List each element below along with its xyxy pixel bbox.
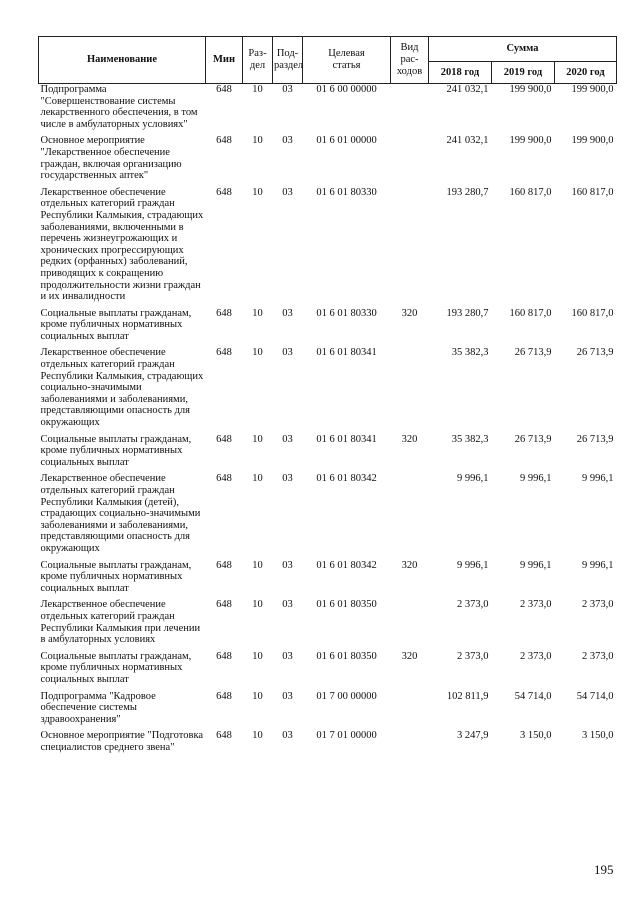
table-row	[39, 730, 617, 758]
row-vid	[391, 135, 429, 186]
row-name: Социальные выплаты гражданам, кроме публичных нормативных социальных выплат	[40, 307, 192, 342]
row-vid	[391, 347, 429, 433]
row-target: 01 6 00 00000	[316, 84, 377, 95]
row-target: 01 6 01 80350	[316, 650, 377, 662]
row-sum-2020: 26 713,9	[576, 347, 614, 359]
header-target: Целевая статья	[303, 37, 391, 84]
row-min: 648	[216, 135, 232, 147]
header-2019: 2019 год	[492, 62, 555, 84]
row-target: 01 7 01 00000	[316, 730, 377, 742]
row-vid: 320	[401, 433, 418, 445]
table-row	[39, 135, 617, 186]
row-podrazdel: 03	[282, 599, 293, 611]
row-razdel: 10	[252, 559, 263, 571]
table-row	[39, 347, 617, 433]
row-min: 648	[216, 730, 232, 742]
row-vid	[391, 599, 429, 650]
row-razdel: 10	[252, 84, 263, 95]
table-body	[39, 84, 617, 759]
row-name: Лекарственное обеспечение отдельных категорий граждан Республики Калмыкия при лечении в амбулаторных условиях	[40, 599, 201, 646]
row-razdel: 10	[252, 650, 263, 662]
table-row	[39, 84, 617, 136]
row-target: 01 6 01 80342	[316, 559, 377, 571]
row-podrazdel: 03	[282, 559, 293, 571]
table-row	[39, 560, 617, 600]
table-row	[39, 308, 617, 348]
row-vid	[391, 84, 429, 136]
row-sum-2020: 2 373,0	[582, 650, 614, 662]
row-target: 01 6 01 80341	[316, 347, 377, 359]
row-name: Социальные выплаты гражданам, кроме публичных нормативных социальных выплат	[40, 650, 192, 685]
row-sum-2020: 54 714,0	[576, 690, 614, 702]
header-podrazdel: Под- раздел	[273, 37, 303, 84]
row-sum-2019: 199 900,0	[509, 135, 552, 147]
header-2020: 2020 год	[555, 62, 617, 84]
row-vid	[391, 473, 429, 559]
row-name: Основное мероприятие "Подготовка специалистов среднего звена"	[40, 730, 204, 753]
row-sum-2019: 9 996,1	[520, 559, 552, 571]
row-sum-2020: 3 150,0	[582, 730, 614, 742]
row-target: 01 6 01 80330	[316, 186, 377, 198]
row-sum-2018: 3 247,9	[457, 730, 489, 742]
row-razdel: 10	[252, 473, 263, 485]
header-name: Наименование	[39, 37, 206, 84]
row-sum-2020: 2 373,0	[582, 599, 614, 611]
row-podrazdel: 03	[282, 650, 293, 662]
header-sum: Сумма	[429, 37, 617, 62]
table-row	[39, 599, 617, 650]
row-razdel: 10	[252, 347, 263, 359]
row-sum-2020: 9 996,1	[582, 473, 614, 485]
header-vid: Вид рас- ходов	[391, 37, 429, 84]
row-podrazdel: 03	[282, 433, 293, 445]
row-vid: 320	[401, 559, 418, 571]
row-name: Социальные выплаты гражданам, кроме публичных нормативных социальных выплат	[40, 433, 192, 468]
budget-table	[38, 36, 617, 758]
row-min: 648	[216, 433, 232, 445]
table-row	[39, 651, 617, 691]
row-sum-2019: 2 373,0	[520, 599, 552, 611]
row-sum-2020: 199 900,0	[571, 84, 614, 95]
row-razdel: 10	[252, 186, 263, 198]
row-name: Подпрограмма "Кадровое обеспечение системы здравоохранения"	[40, 690, 156, 725]
row-target: 01 6 01 80341	[316, 433, 377, 445]
row-razdel: 10	[252, 690, 263, 702]
page-number: 195	[594, 862, 614, 877]
row-podrazdel: 03	[282, 347, 293, 359]
row-min: 648	[216, 473, 232, 485]
row-sum-2020: 9 996,1	[582, 559, 614, 571]
header-2018: 2018 год	[429, 62, 492, 84]
row-vid	[391, 730, 429, 758]
row-name: Лекарственное обеспечение отдельных категорий граждан Республики Калмыкия, страдающих заболеваниями, включенными в перечень жизнеугрожающих и хронических прогрессирующих редких (орфанных) заболеваний, приводящих к сокращению продолжительности жизни граждан и их инвалидности	[40, 186, 204, 303]
row-sum-2019: 54 714,0	[514, 690, 552, 702]
row-podrazdel: 03	[282, 730, 293, 742]
row-name: Лекарственное обеспечение отдельных категорий граждан Республики Калмыкия (детей), страдающих социально-значимыми заболеваниями и заболеваниями, представляющими опасность для окружающих	[40, 473, 201, 554]
row-sum-2020: 160 817,0	[571, 186, 614, 198]
row-min: 648	[216, 347, 232, 359]
row-name: Подпрограмма "Совершенствование системы лекарственного обеспечения, в том числе в амбулаторных условиях"	[40, 84, 198, 130]
row-min: 648	[216, 307, 232, 319]
row-min: 648	[216, 650, 232, 662]
row-vid: 320	[401, 307, 418, 319]
row-target: 01 6 01 80350	[316, 599, 377, 611]
header-razdel: Раз- дел	[243, 37, 273, 84]
row-razdel: 10	[252, 433, 263, 445]
row-sum-2020: 160 817,0	[571, 307, 614, 319]
row-sum-2019: 199 900,0	[509, 84, 552, 95]
row-min: 648	[216, 186, 232, 198]
row-target: 01 6 01 80330	[316, 307, 377, 319]
row-target: 01 6 01 80342	[316, 473, 377, 485]
table-row	[39, 691, 617, 731]
row-podrazdel: 03	[282, 690, 293, 702]
row-sum-2019: 160 817,0	[509, 186, 552, 198]
row-sum-2019: 160 817,0	[509, 307, 552, 319]
row-razdel: 10	[252, 599, 263, 611]
row-min: 648	[216, 599, 232, 611]
row-sum-2018: 2 373,0	[457, 650, 489, 662]
row-sum-2018: 241 032,1	[446, 135, 489, 147]
table-row	[39, 473, 617, 559]
row-sum-2018: 2 373,0	[457, 599, 489, 611]
row-sum-2019: 26 713,9	[514, 347, 552, 359]
row-vid	[391, 187, 429, 308]
row-podrazdel: 03	[282, 473, 293, 485]
row-podrazdel: 03	[282, 135, 293, 147]
row-razdel: 10	[252, 135, 263, 147]
row-min: 648	[216, 559, 232, 571]
row-vid: 320	[401, 650, 418, 662]
row-sum-2018: 241 032,1	[446, 84, 489, 95]
row-razdel: 10	[252, 307, 263, 319]
row-podrazdel: 03	[282, 186, 293, 198]
row-name: Социальные выплаты гражданам, кроме публичных нормативных социальных выплат	[40, 559, 192, 594]
row-name: Лекарственное обеспечение отдельных категорий граждан Республики Калмыкия, страдающих социально-значимыми заболеваниями и заболеваниями, представляющими опасность для окружающих	[40, 347, 204, 429]
row-sum-2018: 35 382,3	[451, 433, 489, 445]
row-podrazdel: 03	[282, 307, 293, 319]
row-min: 648	[216, 690, 232, 702]
table-row	[39, 434, 617, 474]
row-target: 01 6 01 00000	[316, 135, 377, 147]
row-vid	[391, 691, 429, 731]
row-sum-2020: 199 900,0	[571, 135, 614, 147]
row-razdel: 10	[252, 730, 263, 742]
row-sum-2018: 9 996,1	[457, 473, 489, 485]
table-row	[39, 187, 617, 308]
row-sum-2018: 193 280,7	[446, 186, 489, 198]
row-sum-2019: 2 373,0	[520, 650, 552, 662]
budget-table-container	[38, 36, 616, 758]
row-sum-2020: 26 713,9	[576, 433, 614, 445]
row-min: 648	[216, 84, 232, 95]
row-sum-2018: 102 811,9	[446, 690, 489, 702]
row-sum-2019: 3 150,0	[520, 730, 552, 742]
row-sum-2018: 193 280,7	[446, 307, 489, 319]
row-sum-2019: 9 996,1	[520, 473, 552, 485]
row-sum-2018: 35 382,3	[451, 347, 489, 359]
row-sum-2019: 26 713,9	[514, 433, 552, 445]
header-min: Мин	[206, 37, 243, 84]
row-name: Основное мероприятие "Лекарственное обеспечение граждан, включая организацию государственных аптек"	[40, 135, 182, 182]
row-podrazdel: 03	[282, 84, 293, 95]
row-target: 01 7 00 00000	[316, 690, 377, 702]
row-sum-2018: 9 996,1	[457, 559, 489, 571]
